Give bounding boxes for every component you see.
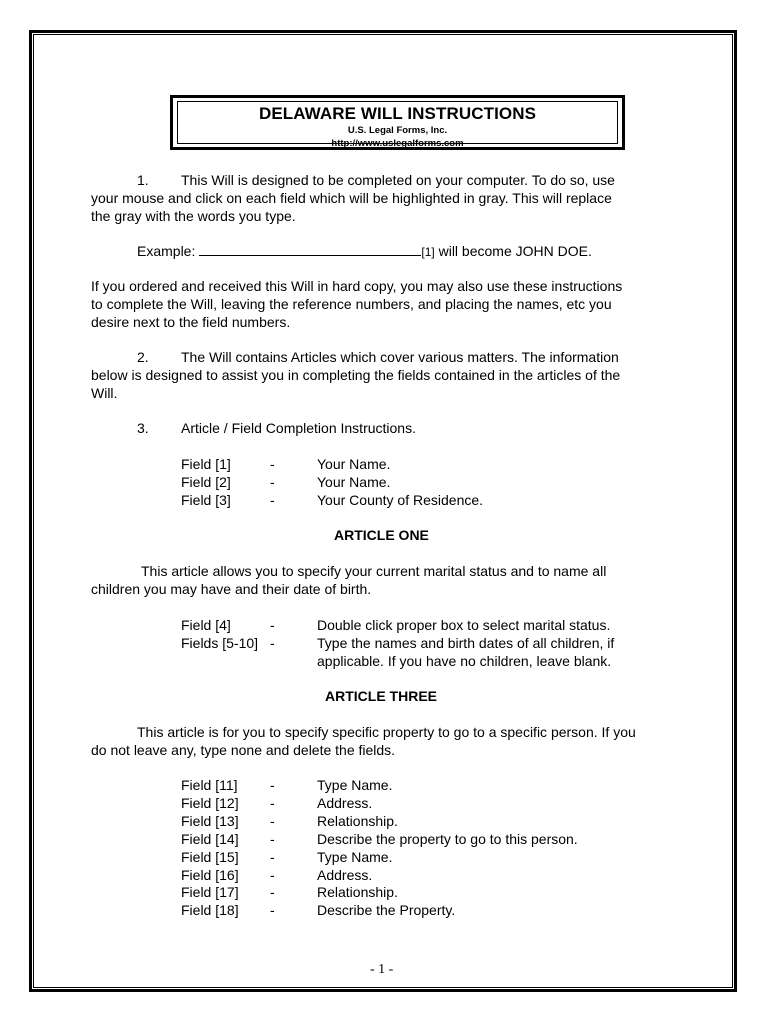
p2-line1: The Will contains Articles which cover various matters. The information bbox=[181, 349, 619, 365]
field-desc: Describe the Property. bbox=[317, 902, 456, 918]
p3-number: 3. bbox=[137, 420, 149, 436]
field-label: Field [18] bbox=[181, 902, 239, 918]
p1-line2: your mouse and click on each field which will be highlighted in gray. This will replace bbox=[91, 190, 612, 206]
field-dash: - bbox=[270, 474, 275, 490]
p1-line1: This Will is designed to be completed on your computer. To do so, use bbox=[181, 172, 615, 188]
hardcopy-line1: If you ordered and received this Will in hard copy, you may also use these instructions bbox=[91, 278, 623, 294]
field-label: Field [3] bbox=[181, 492, 231, 508]
field-label: Field [17] bbox=[181, 884, 239, 900]
hardcopy-line2: to complete the Will, leaving the reference numbers, and placing the names, etc you bbox=[91, 296, 612, 312]
field-dash: - bbox=[270, 831, 275, 847]
title-box bbox=[170, 95, 625, 150]
p1-number: 1. bbox=[137, 172, 149, 188]
p3-text: Article / Field Completion Instructions. bbox=[181, 420, 416, 436]
article-one-line1: This article allows you to specify your current marital status and to name all bbox=[141, 563, 607, 579]
field-desc: Relationship. bbox=[317, 884, 398, 900]
article-three-heading: ARTICLE THREE bbox=[325, 688, 437, 704]
field-desc: Address. bbox=[317, 867, 373, 883]
field-desc: Relationship. bbox=[317, 813, 398, 829]
document-title: DELAWARE WILL INSTRUCTIONS bbox=[258, 104, 537, 123]
example-label: Example: bbox=[137, 243, 196, 259]
field-label: Field [2] bbox=[181, 474, 231, 490]
field-desc: Type Name. bbox=[317, 849, 393, 865]
company-name: U.S. Legal Forms, Inc. bbox=[347, 125, 448, 136]
field-desc: Your Name. bbox=[317, 474, 391, 490]
p1-line3: the gray with the words you type. bbox=[91, 208, 296, 224]
hardcopy-line3: desire next to the field numbers. bbox=[91, 314, 291, 330]
example-row bbox=[137, 242, 592, 261]
company-url: http://www.uslegalforms.com bbox=[331, 138, 464, 149]
p2-number: 2. bbox=[137, 349, 149, 365]
field-label: Field [4] bbox=[181, 617, 231, 633]
field-desc: Type the names and birth dates of all children, if bbox=[317, 635, 615, 651]
field-dash: - bbox=[270, 849, 275, 865]
field-dash: - bbox=[270, 902, 275, 918]
field-dash: - bbox=[270, 813, 275, 829]
field-dash: - bbox=[270, 777, 275, 793]
field-dash: - bbox=[270, 492, 275, 508]
field-desc-cont: applicable. If you have no children, leave blank. bbox=[317, 653, 612, 669]
article-one-line2: children you may have and their date of birth. bbox=[91, 581, 372, 597]
p2-line2: below is designed to assist you in completing the fields contained in the articles of the bbox=[91, 367, 621, 383]
field-label: Field [1] bbox=[181, 456, 231, 472]
field-label: Field [15] bbox=[181, 849, 239, 865]
field-label: Field [12] bbox=[181, 795, 239, 811]
field-label: Field [14] bbox=[181, 831, 239, 847]
example-result: will become JOHN DOE. bbox=[434, 243, 592, 259]
article-three-line2: do not leave any, type none and delete the fields. bbox=[91, 742, 396, 758]
field-desc: Describe the property to go to this person. bbox=[317, 831, 578, 847]
p2-line3: Will. bbox=[91, 385, 118, 401]
field-dash: - bbox=[270, 635, 275, 651]
field-label: Field [13] bbox=[181, 813, 239, 829]
example-blank-field[interactable] bbox=[199, 243, 421, 256]
field-desc: Your County of Residence. bbox=[317, 492, 484, 508]
field-dash: - bbox=[270, 884, 275, 900]
field-label: Field [16] bbox=[181, 867, 239, 883]
field-dash: - bbox=[270, 867, 275, 883]
field-dash: - bbox=[270, 456, 275, 472]
article-three-line1: This article is for you to specify specific property to go to a specific person. If you bbox=[137, 724, 636, 740]
field-label: Fields [5-10] bbox=[181, 635, 259, 651]
article-one-heading: ARTICLE ONE bbox=[334, 527, 429, 543]
field-desc: Type Name. bbox=[317, 777, 393, 793]
page-number: - 1 - bbox=[370, 962, 394, 977]
field-desc: Your Name. bbox=[317, 456, 391, 472]
field-label: Field [11] bbox=[181, 777, 238, 793]
title-box-inner bbox=[177, 101, 618, 149]
field-desc: Address. bbox=[317, 795, 373, 811]
field-desc: Double click proper box to select marital status. bbox=[317, 617, 611, 633]
example-field-ref: [1] bbox=[421, 245, 435, 259]
field-dash: - bbox=[270, 795, 275, 811]
field-dash: - bbox=[270, 617, 275, 633]
